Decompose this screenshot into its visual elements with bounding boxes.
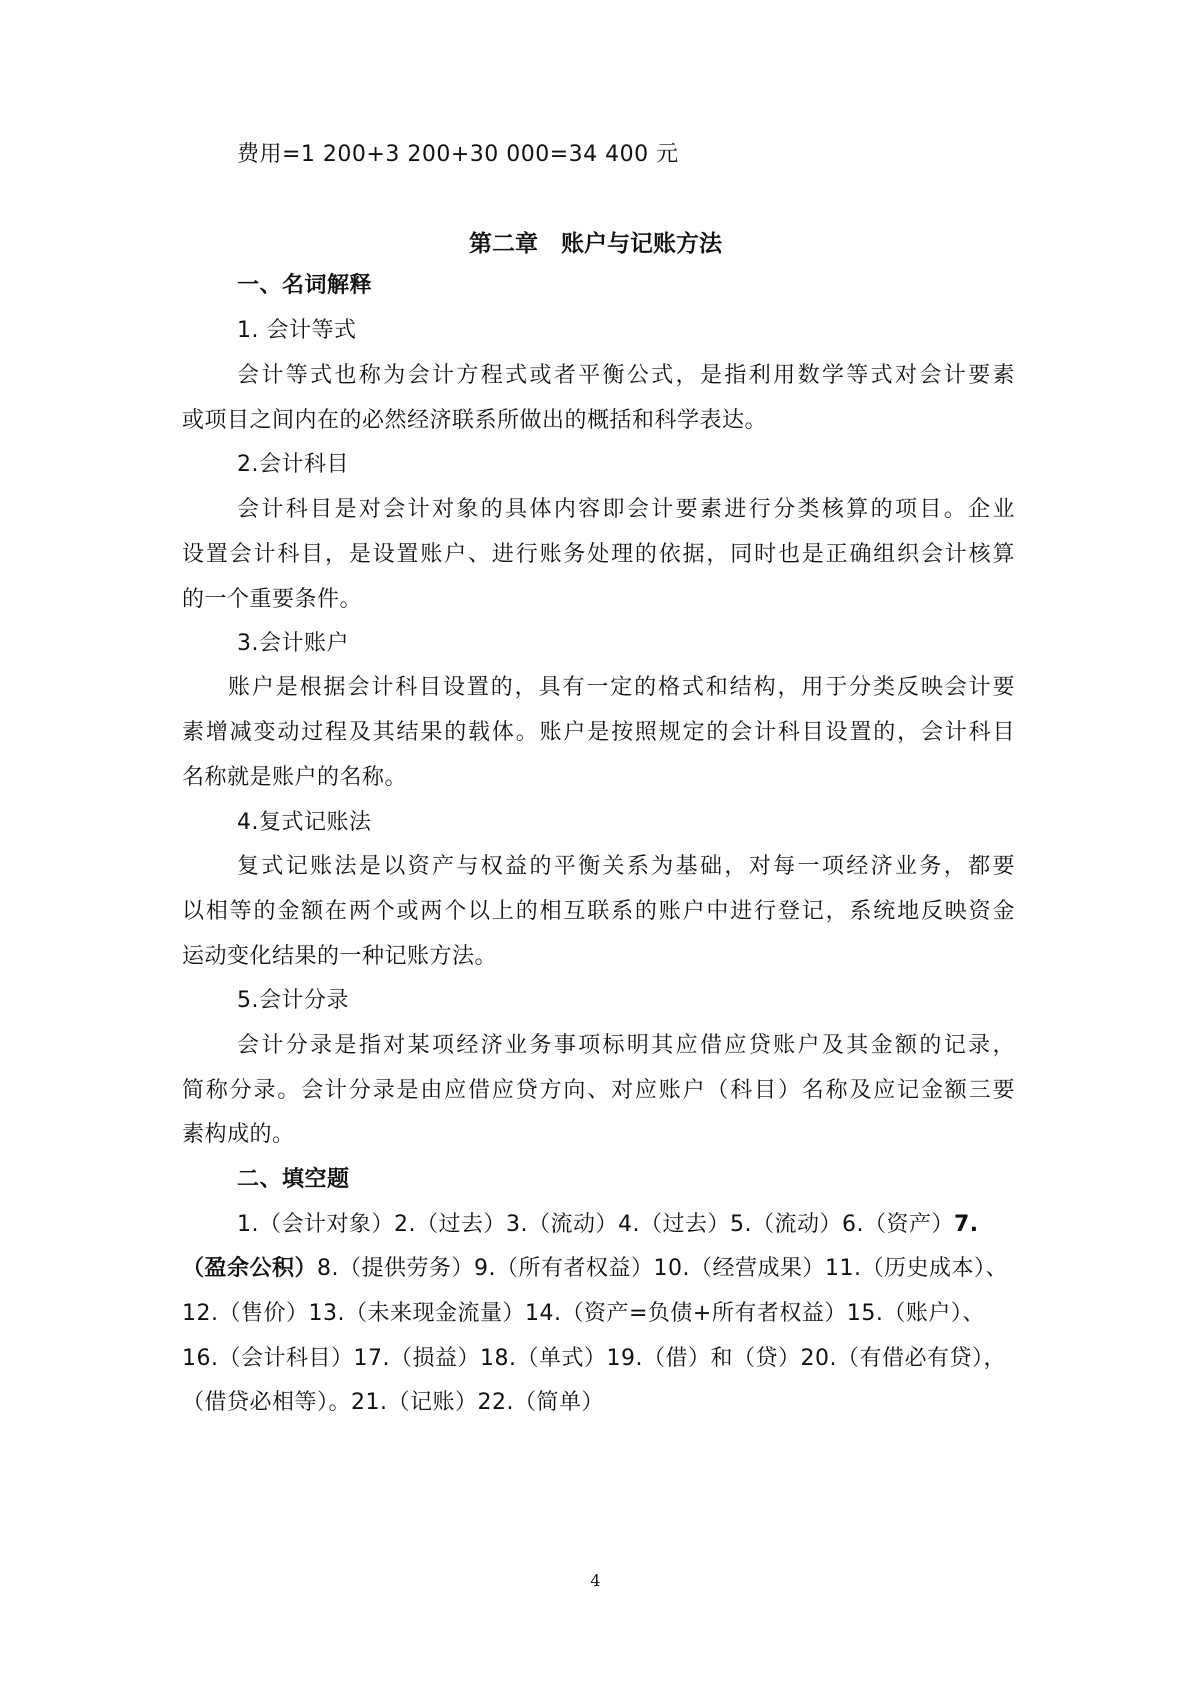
term-text-line: 会计科目是对会计对象的具体内容即会计要素进行分类核算的项目。企业 — [237, 497, 1015, 522]
term-text-line: 账户是根据会计科目设置的，具有一定的格式和结构，用于分类反映会计要 — [228, 675, 1015, 700]
answer-line-3: 12.（售价）13.（未来现金流量）14.（资产=负债+所有者权益）15.（账户）、 — [182, 1301, 985, 1326]
expense-formula: 费用=1 200+3 200+30 000=34 400 元 — [237, 142, 679, 167]
section-heading-definitions: 一、名词解释 — [237, 273, 373, 298]
term-text-line: 会计等式也称为会计方程式或者平衡公式，是指利用数学等式对会计要素 — [237, 363, 1015, 388]
answer-line-5: （借贷必相等）。21.（记账）22.（简单） — [182, 1390, 604, 1415]
term-text-line: 简称分录。会计分录是由应借应贷方向、对应账户（科目）名称及应记金额三要 — [182, 1078, 1015, 1103]
term-title-accounting-equation: 1. 会计等式 — [237, 318, 357, 343]
term-text-line: 会计分录是指对某项经济业务事项标明其应借应贷账户及其金额的记录， — [237, 1033, 1015, 1058]
term-text-line: 素构成的。 — [182, 1122, 295, 1147]
term-title-journal-entry: 5.会计分录 — [237, 988, 349, 1013]
term-title-account: 3.会计账户 — [237, 631, 349, 656]
term-title-accounting-subject: 2.会计科目 — [237, 452, 349, 477]
answer-text-bold: （盈余公积） — [182, 1256, 318, 1281]
term-text-line: 复式记账法是以资产与权益的平衡关系为基础，对每一项经济业务，都要 — [237, 854, 1015, 879]
answer-text-bold: 7. — [953, 1212, 979, 1237]
answer-text: 1.（会计对象）2.（过去）3.（流动）4.（过去）5.（流动）6.（资产） — [237, 1212, 954, 1237]
section-heading-fill-in: 二、填空题 — [237, 1167, 350, 1192]
term-text-line: 名称就是账户的名称。 — [182, 765, 408, 790]
term-title-double-entry: 4.复式记账法 — [237, 810, 372, 835]
term-text-line: 运动变化结果的一种记账方法。 — [182, 944, 498, 969]
answer-line-4: 16.（会计科目）17.（损益）18.（单式）19.（借）和（贷）20.（有借必有贷）， — [182, 1346, 1006, 1371]
answer-line-2 — [182, 1254, 1008, 1284]
term-text-line: 以相等的金额在两个或两个以上的相互联系的账户中进行登记，系统地反映资金 — [182, 899, 1015, 924]
page-number: 4 — [590, 1571, 601, 1590]
term-text-line: 或项目之间内在的必然经济联系所做出的概括和科学表达。 — [182, 408, 768, 433]
term-text-line: 的一个重要条件。 — [182, 587, 363, 612]
answer-text: 8.（提供劳务）9.（所有者权益）10.（经营成果）11.（历史成本）、 — [317, 1256, 1008, 1281]
term-text-line: 设置会计科目，是设置账户、进行账务处理的依据，同时也是正确组织会计核算 — [182, 542, 1015, 567]
answer-line-1 — [237, 1210, 979, 1240]
term-text-line: 素增减变动过程及其结果的载体。账户是按照规定的会计科目设置的，会计科目 — [182, 720, 1015, 745]
chapter-title: 第二章 账户与记账方法 — [469, 231, 722, 257]
